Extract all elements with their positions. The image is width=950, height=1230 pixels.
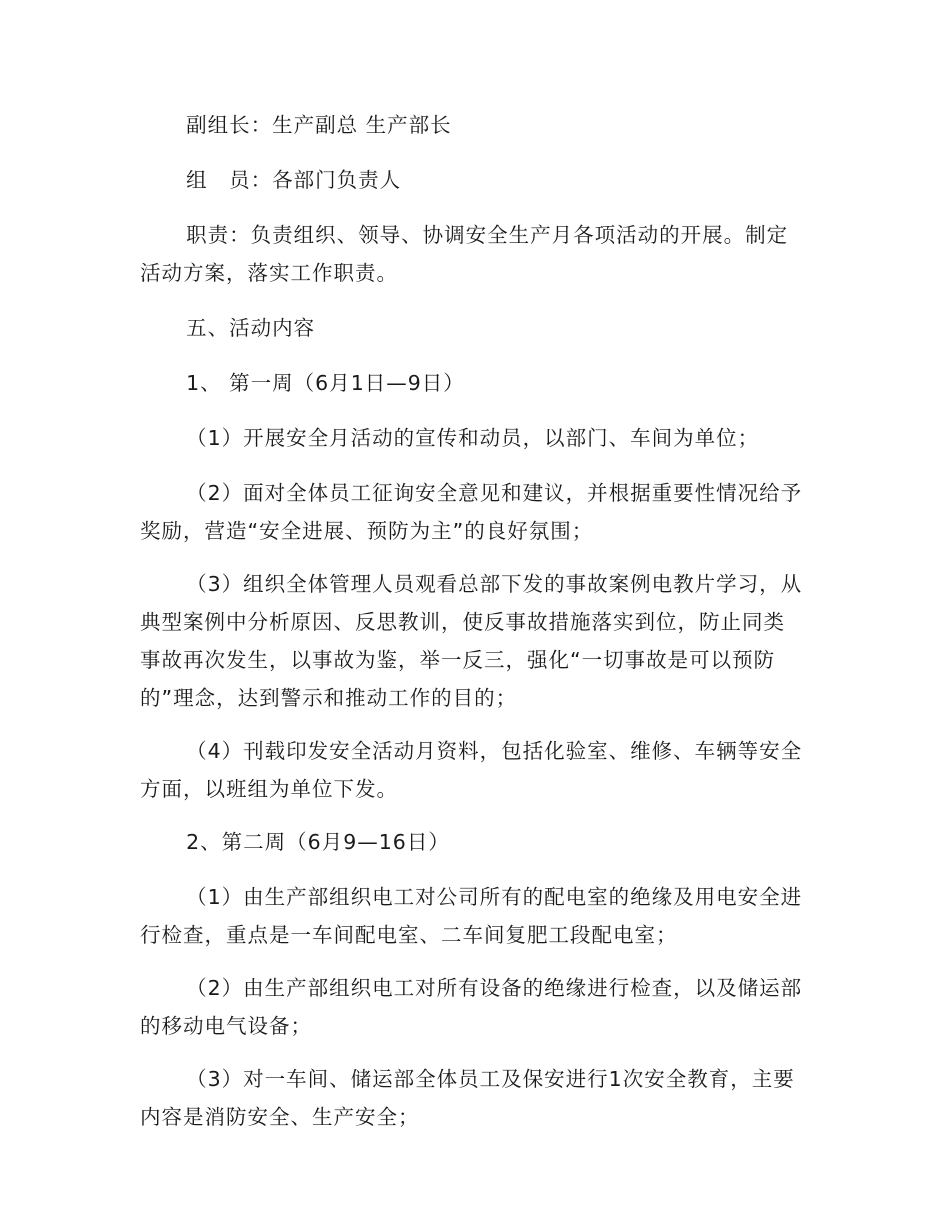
document-body	[140, 106, 806, 1136]
week-two-item-2: （2）由生产部组织电工对所有设备的绝缘进行检查，以及储运部的移动电气设备；	[140, 976, 803, 1038]
week-one-item-2: （2）面对全体员工征询安全意见和建议，并根据重要性情况给予奖励，营造“安全进展、预防为主”的良好氛围；	[140, 481, 803, 543]
week-two-heading: 2、第二周（6月9—16日）	[186, 830, 450, 854]
section-heading-activity-content: 五、活动内容	[186, 316, 316, 340]
week-one-item-3: （3）组织全体管理人员观看总部下发的事故案例电教片学习，从典型案例中分析原因、反思教训，使反事故措施落实到位，防止同类事故再次发生，以事故为鉴，举一反三，强化“一切事故是可以预防的”理念，达到警示和推动工作的目的；	[140, 572, 803, 710]
week-two-item-3: （3）对一车间、储运部全体员工及保安进行1次安全教育，主要内容是消防安全、生产安全；	[140, 1067, 795, 1129]
week-one-item-4: （4）刊载印发安全活动月资料，包括化验室、维修、车辆等安全方面，以班组为单位下发。	[140, 739, 803, 801]
members-line: 组 员：各部门负责人	[186, 168, 402, 192]
week-one-item-1: （1）开展安全月活动的宣传和动员，以部门、车间为单位；	[186, 426, 760, 450]
week-one-heading: 1、 第一周（6月1日—9日）	[186, 371, 465, 395]
duties-paragraph: 职责：负责组织、领导、协调安全生产月各项活动的开展。制定活动方案，落实工作职责。	[140, 223, 789, 285]
week-two-item-1: （1）由生产部组织电工对公司所有的配电室的绝缘及用电安全进行检查，重点是一车间配电室、二车间复肥工段配电室；	[140, 885, 803, 947]
deputy-leader-line: 副组长：生产副总 生产部长	[186, 113, 452, 137]
